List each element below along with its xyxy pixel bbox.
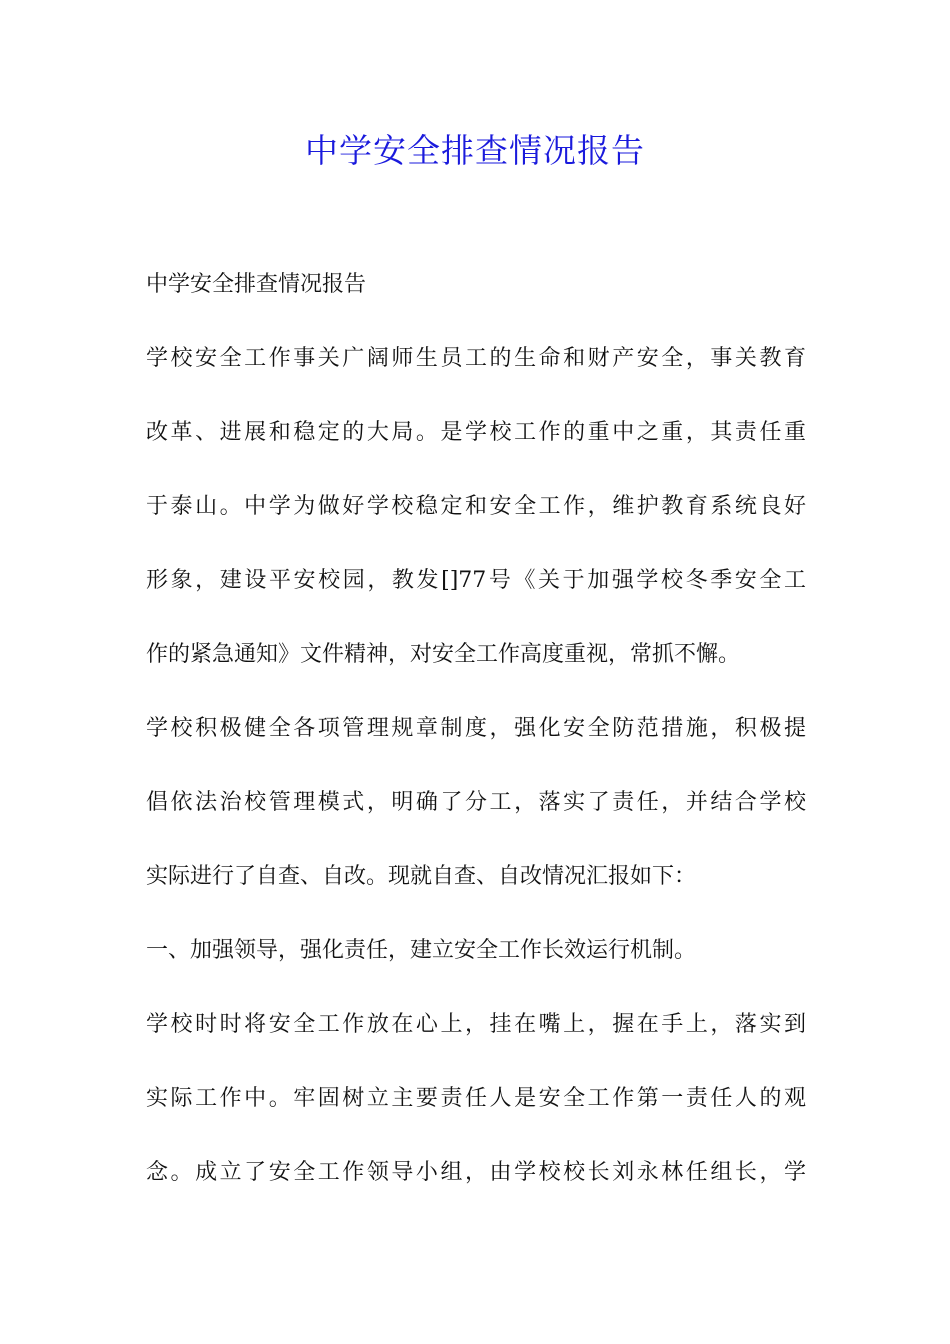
body-line: 实际工作中。牢固树立主要责任人是安全工作第一责任人的观 bbox=[146, 1086, 806, 1111]
document-body bbox=[146, 262, 806, 1224]
section-heading: 一、加强领导，强化责任，建立安全工作长效运行机制。 bbox=[146, 938, 697, 963]
body-line: 学校时时将安全工作放在心上，挂在嘴上，握在手上，落实到 bbox=[146, 1012, 806, 1037]
body-line: 实际进行了自查、自改。现就自查、自改情况汇报如下： bbox=[146, 864, 697, 889]
body-line: 作的紧急通知》文件精神，对安全工作高度重视，常抓不懈。 bbox=[146, 642, 741, 667]
body-line: 学校积极健全各项管理规章制度，强化安全防范措施，积极提 bbox=[146, 716, 806, 741]
body-line-subtitle: 中学安全排查情况报告 bbox=[146, 272, 367, 297]
body-line: 形象，建设平安校园，教发[]77号《关于加强学校冬季安全工 bbox=[146, 568, 806, 593]
body-line: 于泰山。中学为做好学校稳定和安全工作，维护教育系统良好 bbox=[146, 494, 806, 519]
document-title: 中学安全排查情况报告 bbox=[305, 131, 645, 170]
body-line: 倡依法治校管理模式，明确了分工，落实了责任，并结合学校 bbox=[146, 790, 806, 815]
body-line: 念。成立了安全工作领导小组，由学校校长刘永林任组长，学 bbox=[146, 1160, 806, 1185]
body-line: 改革、进展和稳定的大局。是学校工作的重中之重，其责任重 bbox=[146, 420, 806, 445]
body-line: 学校安全工作事关广阔师生员工的生命和财产安全，事关教育 bbox=[146, 346, 806, 371]
